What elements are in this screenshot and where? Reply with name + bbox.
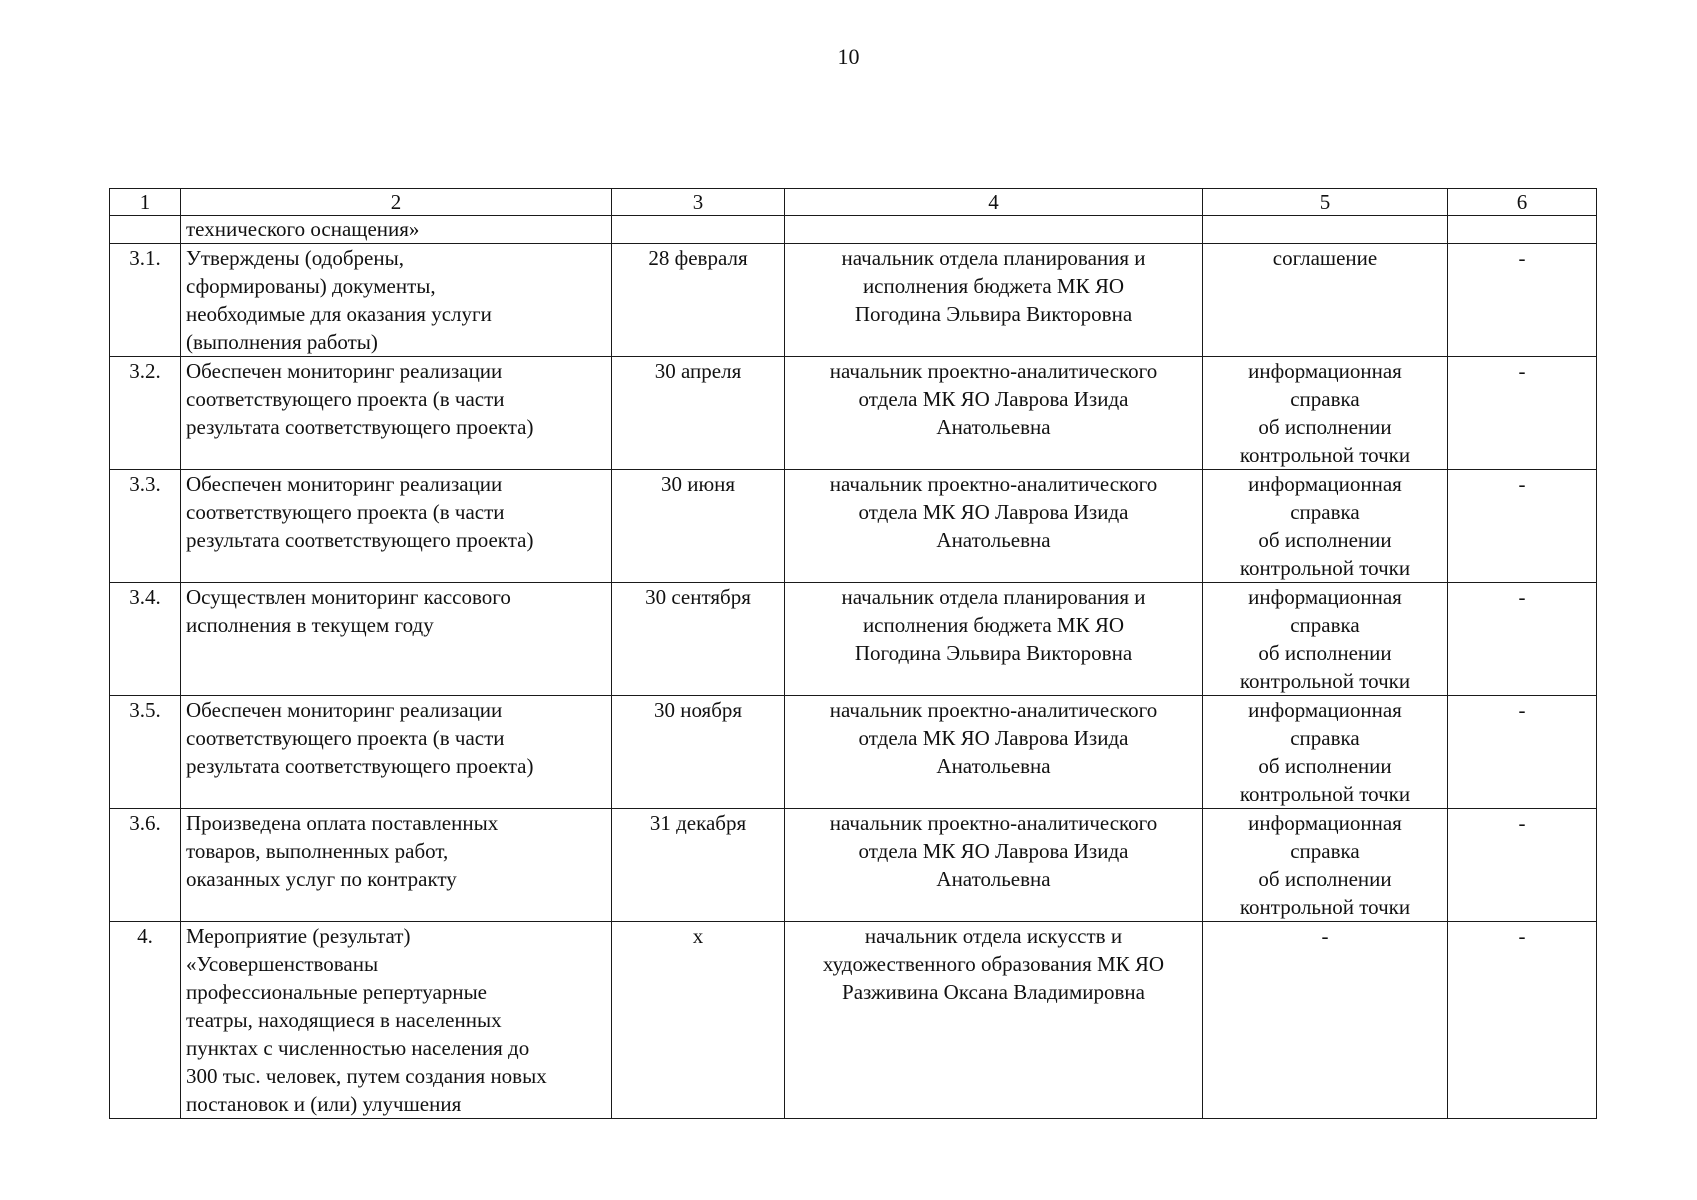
row-description: Обеспечен мониторинг реализации соответствующего проекта (в части результата соответствующего проекта) — [181, 470, 612, 583]
row-number: 3.1. — [110, 244, 181, 357]
row-responsible: начальник проектно-аналитического отдела МК ЯО Лаврова Изида Анатольевна — [785, 470, 1203, 583]
row-number: 3.6. — [110, 809, 181, 922]
row-description: Осуществлен мониторинг кассового исполнения в текущем году — [181, 583, 612, 696]
row-deadline: 31 декабря — [612, 809, 785, 922]
table-row-3-1 — [110, 244, 1597, 357]
row-responsible: начальник отдела искусств и художественного образования МК ЯО Разживина Оксана Владимировна — [785, 922, 1203, 1119]
row-description: Обеспечен мониторинг реализации соответствующего проекта (в части результата соответствующего проекта) — [181, 696, 612, 809]
row-responsible: начальник отдела планирования и исполнения бюджета МК ЯО Погодина Эльвира Викторовна — [785, 583, 1203, 696]
row-number: 3.4. — [110, 583, 181, 696]
row-note — [1448, 216, 1597, 244]
row-note: - — [1448, 357, 1597, 470]
row-description: Произведена оплата поставленных товаров, выполненных работ, оказанных услуг по контракту — [181, 809, 612, 922]
row-responsible: начальник проектно-аналитического отдела МК ЯО Лаврова Изида Анатольевна — [785, 357, 1203, 470]
table-row-continuation — [110, 216, 1597, 244]
header-cell-4: 4 — [785, 189, 1203, 216]
row-deadline — [612, 216, 785, 244]
row-note: - — [1448, 470, 1597, 583]
row-deadline: 30 июня — [612, 470, 785, 583]
row-responsible: начальник отдела планирования и исполнения бюджета МК ЯО Погодина Эльвира Викторовна — [785, 244, 1203, 357]
row-number: 3.3. — [110, 470, 181, 583]
row-deadline: 30 апреля — [612, 357, 785, 470]
row-number — [110, 216, 181, 244]
row-deadline: 30 ноября — [612, 696, 785, 809]
row-document: информационная справка об исполнении контрольной точки — [1203, 470, 1448, 583]
row-number: 3.2. — [110, 357, 181, 470]
table-row-3-4 — [110, 583, 1597, 696]
row-responsible — [785, 216, 1203, 244]
row-description: Утверждены (одобрены, сформированы) документы, необходимые для оказания услуги (выполнения работы) — [181, 244, 612, 357]
row-description: технического оснащения» — [181, 216, 612, 244]
row-document: информационная справка об исполнении контрольной точки — [1203, 809, 1448, 922]
row-deadline: 30 сентября — [612, 583, 785, 696]
row-responsible: начальник проектно-аналитического отдела МК ЯО Лаврова Изида Анатольевна — [785, 809, 1203, 922]
header-cell-6: 6 — [1448, 189, 1597, 216]
row-document: соглашение — [1203, 244, 1448, 357]
table-row-4 — [110, 922, 1597, 1119]
header-cell-2: 2 — [181, 189, 612, 216]
row-note: - — [1448, 922, 1597, 1119]
row-note: - — [1448, 583, 1597, 696]
control-points-table — [109, 188, 1597, 1119]
header-cell-3: 3 — [612, 189, 785, 216]
row-document — [1203, 216, 1448, 244]
row-deadline: 28 февраля — [612, 244, 785, 357]
row-number: 3.5. — [110, 696, 181, 809]
header-cell-5: 5 — [1203, 189, 1448, 216]
row-note: - — [1448, 809, 1597, 922]
row-note: - — [1448, 696, 1597, 809]
row-document: - — [1203, 922, 1448, 1119]
row-note: - — [1448, 244, 1597, 357]
row-document: информационная справка об исполнении контрольной точки — [1203, 696, 1448, 809]
page-number: 10 — [837, 44, 860, 69]
row-document: информационная справка об исполнении контрольной точки — [1203, 583, 1448, 696]
table-row-3-2 — [110, 357, 1597, 470]
table-row-3-5 — [110, 696, 1597, 809]
table-row-3-6 — [110, 809, 1597, 922]
row-responsible: начальник проектно-аналитического отдела МК ЯО Лаврова Изида Анатольевна — [785, 696, 1203, 809]
row-deadline: х — [612, 922, 785, 1119]
row-number: 4. — [110, 922, 181, 1119]
header-cell-1: 1 — [110, 189, 181, 216]
table-row-3-3 — [110, 470, 1597, 583]
row-document: информационная справка об исполнении контрольной точки — [1203, 357, 1448, 470]
row-description: Мероприятие (результат) «Усовершенствованы профессиональные репертуарные театры, находящиеся в населенных пунктах с численностью населения до 300 тыс. человек, путем создания новых постановок и (или) улучшения — [181, 922, 612, 1119]
table-header-row — [110, 189, 1597, 216]
row-description: Обеспечен мониторинг реализации соответствующего проекта (в части результата соответствующего проекта) — [181, 357, 612, 470]
